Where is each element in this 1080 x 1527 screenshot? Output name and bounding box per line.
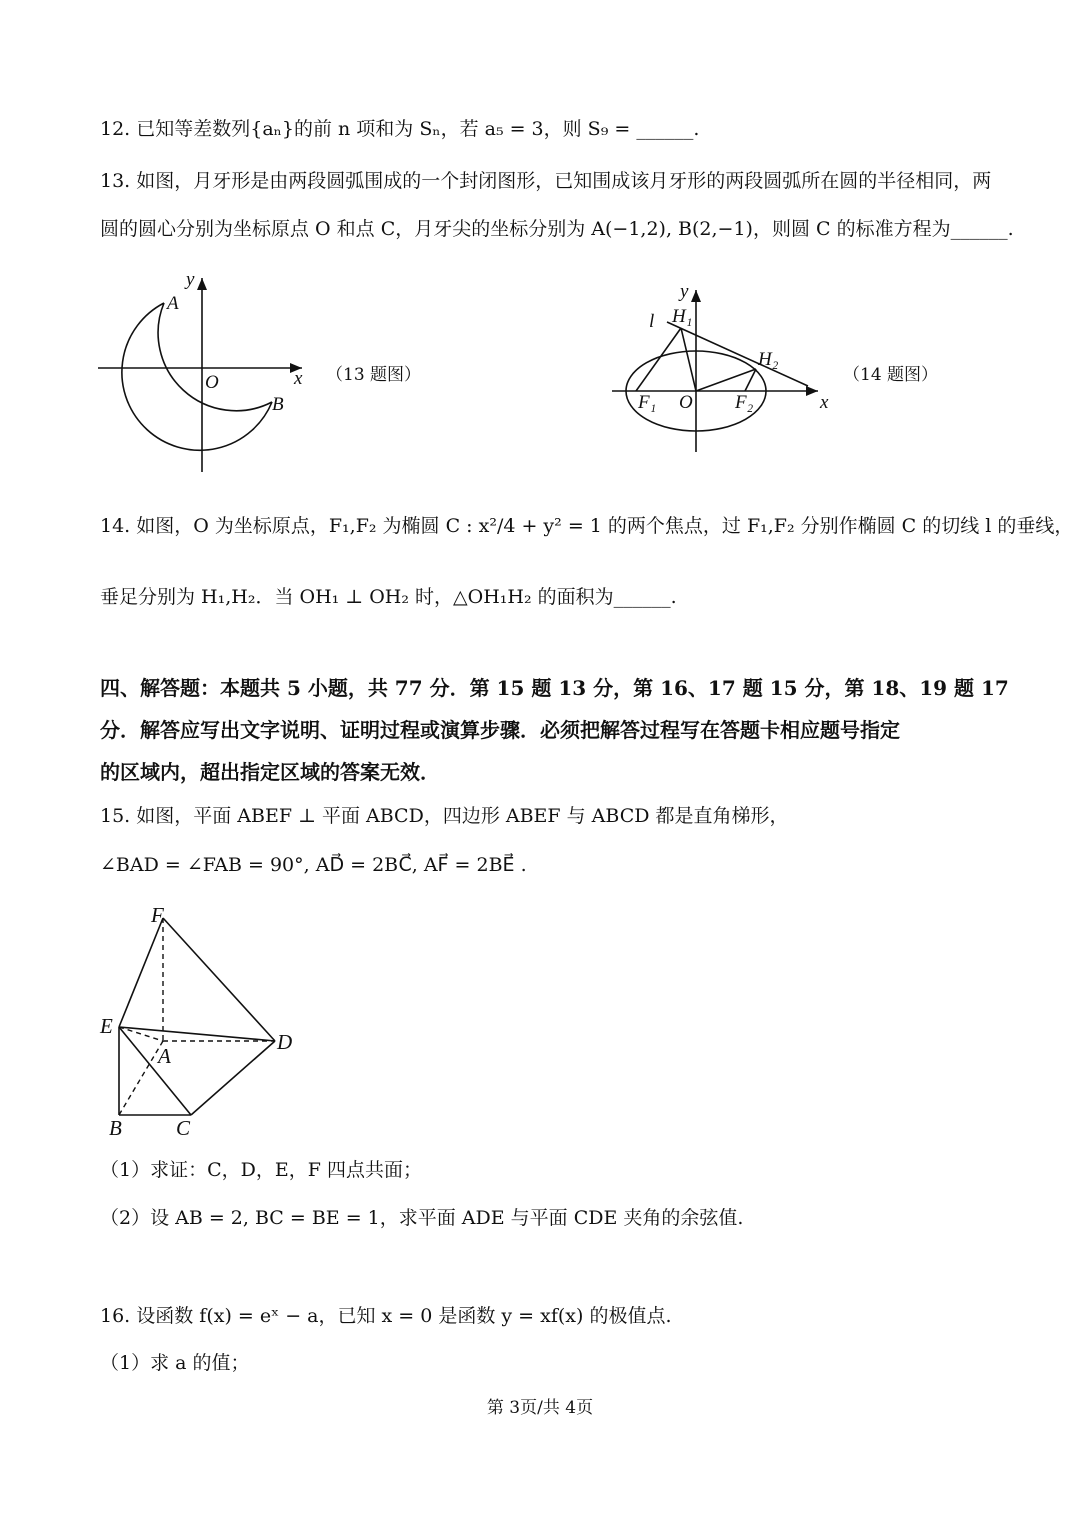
q12-text: 12. 已知等差数列{aₙ}的前 n 项和为 Sₙ，若 a₅ = 3，则 S₉ = ______. — [100, 118, 700, 140]
fig14-label-h2: H₂ — [758, 349, 779, 370]
fig14-label-l: l — [649, 311, 655, 332]
fig15-label-a: A — [158, 1044, 171, 1068]
section4-line1: 四、解答题：本题共 5 小题，共 77 分．第 15 题 13 分，第 16、17 题 15 分，第 18、19 题 17 — [100, 676, 1009, 700]
fig14-label-o: O — [679, 392, 693, 413]
q16-line1: 16. 设函数 f(x) = eˣ − a，已知 x = 0 是函数 y = xf(x) 的极值点. — [100, 1305, 672, 1327]
fig14-seg-f1-h1 — [636, 328, 681, 391]
fig13-label-o: O — [205, 372, 219, 393]
section4-line2: 分．解答应写出文字说明、证明过程或演算步骤．必须把解答过程写在答题卡相应题号指定 — [100, 718, 900, 742]
fig14-seg-o-h1 — [681, 328, 696, 391]
fig14-label-f2: F₂ — [735, 392, 754, 413]
q14-line2: 垂足分别为 H₁,H₂．当 OH₁ ⊥ OH₂ 时，△OH₁H₂ 的面积为______. — [100, 586, 677, 608]
q15-line2: ∠BAD = ∠FAB = 90°, AD⃗ = 2BC⃗, AF⃗ = 2BE⃗ . — [100, 854, 527, 876]
fig13-outer-arc — [122, 303, 272, 450]
fig13-label-a: A — [167, 293, 179, 314]
fig13-y-arrow — [197, 278, 207, 290]
figure-14 — [610, 278, 850, 463]
q15-part1: （1）求证：C，D，E，F 四点共面； — [100, 1159, 422, 1181]
q15-part2: （2）设 AB = 2, BC = BE = 1，求平面 ADE 与平面 CDE 夹角的余弦值. — [100, 1207, 744, 1229]
section4-line3: 的区域内，超出指定区域的答案无效． — [100, 760, 440, 784]
fig13-label-b: B — [272, 394, 284, 415]
fig15-label-d: D — [277, 1030, 293, 1054]
fig15-edge-fe — [119, 918, 163, 1027]
fig14-label-y: y — [680, 281, 689, 302]
fig15-label-e: E — [100, 1014, 113, 1038]
fig14-label-f1: F₁ — [638, 392, 657, 413]
fig15-label-c: C — [176, 1116, 191, 1140]
fig13-inner-arc — [158, 303, 272, 411]
fig15-label-f: F — [151, 903, 164, 927]
fig13-label-x: x — [294, 368, 303, 389]
fig15-edge-ed — [119, 1027, 275, 1041]
fig15-hidden-ab — [119, 1041, 163, 1115]
q14-line1: 14. 如图，O 为坐标原点，F₁,F₂ 为椭圆 C : x²/4 + y² = 1 的两个焦点，过 F₁,F₂ 分别作椭圆 C 的切线 l 的垂线， — [100, 515, 1074, 537]
fig14-caption: （14 题图） — [843, 365, 939, 385]
fig15-label-b: B — [109, 1116, 122, 1140]
fig14-label-x: x — [820, 392, 829, 413]
fig14-x-arrow — [806, 386, 818, 396]
page-footer: 第 3页/共 4页 — [486, 1398, 594, 1418]
figure-15 — [95, 900, 325, 1140]
fig15-edge-fd — [163, 918, 275, 1041]
fig14-label-h1: H₁ — [672, 306, 693, 327]
fig13-label-y: y — [186, 269, 195, 290]
q13-line1: 13. 如图，月牙形是由两段圆弧围成的一个封闭图形，已知围成该月牙形的两段圆弧所在圆的半径相同，两 — [100, 170, 992, 192]
fig14-y-arrow — [691, 290, 701, 302]
q15-line1: 15. 如图，平面 ABEF ⊥ 平面 ABCD，四边形 ABEF 与 ABCD 都是直角梯形， — [100, 805, 789, 827]
q13-line2: 圆的圆心分别为坐标原点 O 和点 C，月牙尖的坐标分别为 A(−1,2), B(2,−1)，则圆 C 的标准方程为______. — [100, 218, 1014, 240]
fig15-edge-cd — [191, 1041, 275, 1115]
fig13-caption: （13 题图） — [326, 365, 422, 385]
fig15-edge-ec — [119, 1027, 191, 1115]
q16-part1: （1）求 a 的值； — [100, 1352, 250, 1374]
